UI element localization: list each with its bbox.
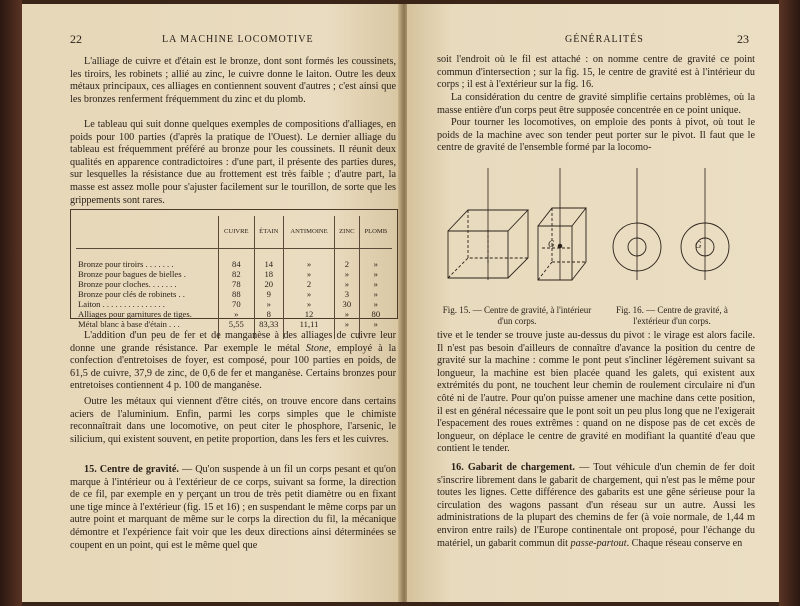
metal-name: Stone	[305, 342, 329, 354]
table-row: Bronze pour tiroirs . . . . . . . 84 14 » 2 »	[76, 259, 392, 269]
table-row: Alliages pour garnitures de tiges. » 8 12 » 80	[76, 309, 392, 319]
running-head: GÉNÉRALITÉS	[565, 34, 644, 45]
paragraph: tive et le tender se trouve juste au-dessus du pivot : le virage est alors facile. Il n'est pas besoin d'ailleurs de connaître d'avance la position du centre de gravité sur la machine : comme le pont peut s'incliner légèrement suivant sa longueur, la machine est bien placée quand les galets, qui existent aux extrémités du pont, ne touchent leur chemin de roulement circulaire ni d'un côté ni de l'autre. Pour qu'on puisse amener une machine dans cette position, il est en général nécessaire que le pont soit un peu plus long que ne l'exigerait l'espacement des roues extrêmes : quand on ne dispose pas de cet excès de longueur, on déplace le centre de gravité en modifiant la quantité d'eau que contient le tender.	[437, 330, 755, 455]
paragraph: L'addition d'un peu de fer et de manganèse à des alliages de cuivre leur donne une grande résistance. Par exemple le métal Stone, employé à la confection d'entretoises de foyer, est composé, pour 100 parties en poids, de 61,5 de cuivre, 37,9 de zinc, de 0,6 de fer et manganèse. Certains bronzes pour entretoises contiennent 4 p. 100 de manganèse.	[70, 330, 396, 392]
paragraph: soit l'endroit où le fil est attaché : on nomme centre de gravité ce point commun d'intersection ; sur la fig. 15, le centre de gravité est à l'intérieur du corps ; il est à l'extérieur sur la fig. 16.	[437, 54, 755, 91]
gauge-term: passe-partout	[570, 537, 627, 549]
paragraph: 16. Gabarit de chargement. — Tout véhicule d'un chemin de fer doit s'inscrire librement dans le gabarit de chargement, qui n'est pas le même pour toutes les lignes. Cette différence des gabarits est une gêne sérieuse pour la circulation des wagons passant d'un réseau sur un autre. Aussi les administrations de la plupart des chemins de fer (à voie normale, de 1,44 m environ entre rails) de l'Europe continentale ont proposé, pour l'échange du matériel, un gabarit commun dit passe-partout. Chaque réseau conserve en	[437, 462, 755, 549]
g-label: G	[695, 240, 702, 250]
section-heading: 15. Centre de gravité.	[84, 464, 179, 475]
left-page	[22, 4, 402, 602]
book-cover-edge-left	[0, 0, 22, 606]
page-number: 23	[737, 32, 749, 46]
paragraph: Outre les métaux qui viennent d'être cités, on trouve encore dans certains aciers de l'aluminium. Enfin, parmi les corps simples que le chimiste reconnaîtrait dans une locomotive, on peut citer le phosphore, l'arsenic, le silicium, qui existent souvent, en petite proportion, dans les fers et les cuivres.	[70, 396, 396, 445]
running-head: LA MACHINE LOCOMOTIVE	[162, 34, 314, 45]
column-header: CUIVRE	[219, 216, 255, 249]
book-cover-edge-right	[779, 0, 800, 606]
section-heading: 16. Gabarit de chargement.	[451, 462, 575, 473]
right-page	[407, 4, 779, 602]
column-header: ZINC	[335, 216, 360, 249]
alloy-table	[76, 216, 392, 339]
paragraph: Pour tourner les locomotives, on emploie des ponts à pivot, où tout le poids de la machine avec son tender peut porter sur le pivot. Il faut que le centre de gravité de l'ensemble formé par la locomo-	[437, 117, 755, 154]
table-row: Bronze pour cloches. . . . . . . 78 20 2 » »	[76, 279, 392, 289]
table-row: Bronze pour bagues de bielles . 82 18 » » »	[76, 269, 392, 279]
column-header: PLOMB	[359, 216, 392, 249]
column-header: ANTIMOINE	[283, 216, 334, 249]
figure-16-rings	[613, 168, 729, 280]
table-corner	[76, 216, 219, 249]
center-of-gravity-figures	[440, 168, 750, 303]
figure-15-boxes	[448, 168, 586, 280]
table-row: Bronze pour clés de robinets . . 88 9 » 3 »	[76, 289, 392, 299]
paragraph: L'alliage de cuivre et d'étain est le bronze, dont sont formés les coussinets, les tiroirs, les robinets ; allié au zinc, le cuivre donne le laiton. Outre les deux métaux principaux, ces alliages en contiennent souvent d'autres ; c'est ainsi que les bronzes renferment fréquemment du zinc et du plomb.	[70, 56, 396, 105]
table-row: Laiton . . . . . . . . . . . . . . . 70 » » 30 »	[76, 299, 392, 309]
g-label: G	[548, 239, 555, 249]
paragraph: Le tableau qui suit donne quelques exemples de compositions d'alliages, en poids pour 100 parties (d'après la pratique de l'Ouest). Le dernier alliage du tableau est fréquemment préféré au bronze pour les coussinets. Il réunit deux qualités en apparence contradictoires : d'une part, il présente des parties dures, sur lesquelles la résistance due au frottement est très faible ; d'autre part, la masse est assez molle pour s'ajuster facilement sur le tourillon, de sorte que les grippements sont rares.	[70, 119, 396, 206]
figure-caption: Fig. 16. — Centre de gravité, à l'extérieur d'un corps.	[616, 305, 728, 326]
paragraph: La considération du centre de gravité simplifie certains problèmes, où la masse entière d'un corps peut être supposée concentrée en ce point unique.	[437, 92, 755, 116]
table-row: Métal blanc à base d'étain . . . 5,55 83,33 11,11 » »	[76, 319, 392, 329]
page-number: 22	[70, 32, 82, 46]
figure-caption: Fig. 15. — Centre de gravité, à l'intérieur d'un corps.	[442, 305, 592, 326]
paragraph: 15. Centre de gravité. — Qu'on suspende à un fil un corps pesant et qu'on marque à l'intérieur ou à l'extérieur de ce corps, suivant sa forme, la direction de ce fil, par exemple en y perçant un trou de très petit diamètre ou en fixant une tige mince à l'extérieur (fig. 15 et 16) ; en suspendant le même corps par un autre point et marquant de même sur le corps la direction du fil, la mécanique démontre et l'expérience fait voir que les deux directions ainsi déterminées se coupent en un point, qui est le même quel que	[70, 464, 396, 551]
column-header: ÉTAIN	[254, 216, 283, 249]
